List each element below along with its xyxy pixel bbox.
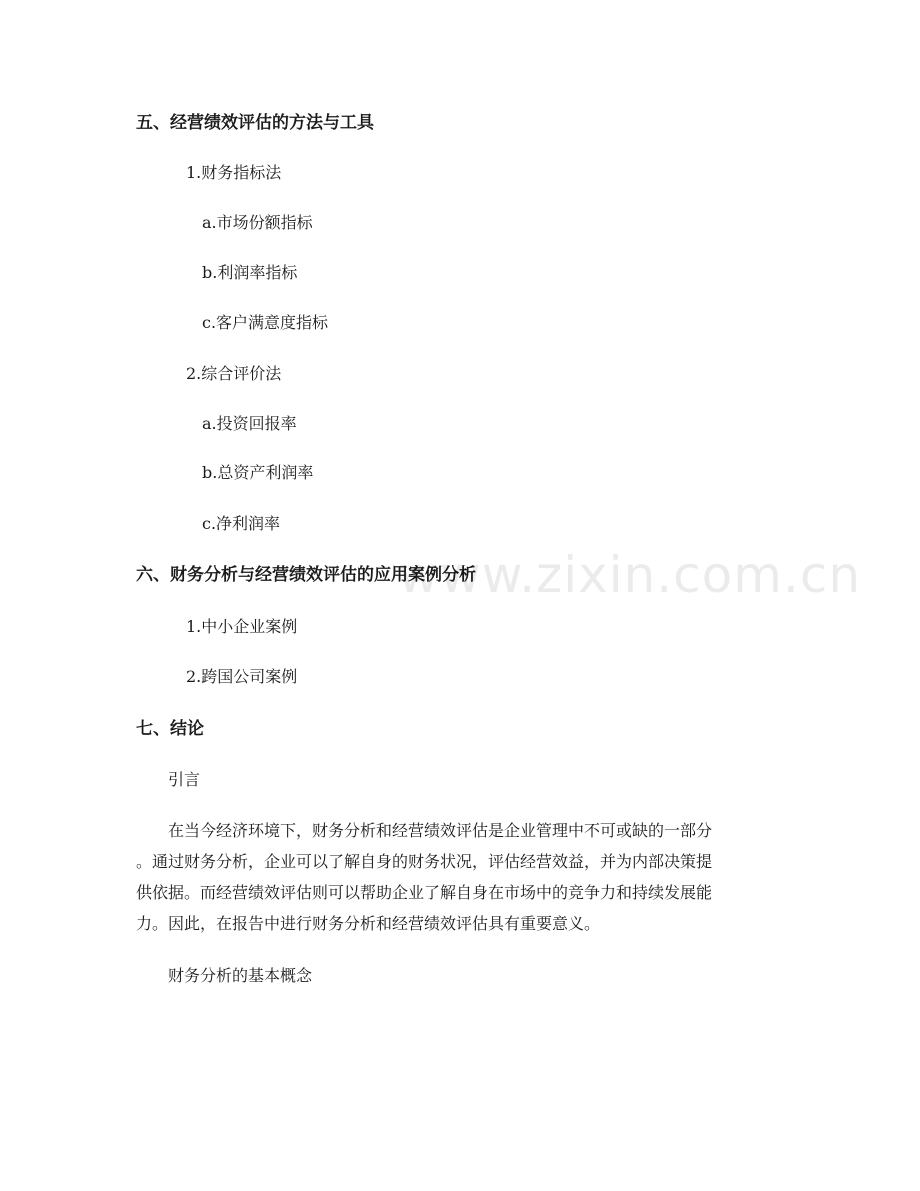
list-item: 2.综合评价法 xyxy=(186,364,282,383)
sub-list-item: b.利润率指标 xyxy=(202,263,298,282)
list-item: 1.中小企业案例 xyxy=(186,617,298,636)
paragraph-line: 。通过财务分析，企业可以了解自身的财务状况，评估经营效益，并为内部决策提 xyxy=(136,852,713,871)
section-heading-5: 五、经营绩效评估的方法与工具 xyxy=(136,113,374,133)
paragraph-line: 在当今经济环境下，财务分析和经营绩效评估是企业管理中不可或缺的一部分 xyxy=(168,821,713,840)
list-item: 1.财务指标法 xyxy=(186,163,282,182)
watermark: www.zixin.com.cn xyxy=(398,546,862,604)
sub-list-item: c.客户满意度指标 xyxy=(202,313,329,332)
sub-list-item: a.市场份额指标 xyxy=(202,213,313,232)
sub-list-item: a.投资回报率 xyxy=(202,414,297,433)
paragraph-label-intro: 引言 xyxy=(168,770,201,789)
section-heading-6: 六、财务分析与经营绩效评估的应用案例分析 xyxy=(136,565,476,585)
sub-list-item: c.净利润率 xyxy=(202,514,281,533)
paragraph-label-concept: 财务分析的基本概念 xyxy=(168,966,313,985)
section-heading-7: 七、结论 xyxy=(136,719,204,739)
paragraph-line: 供依据。而经营绩效评估则可以帮助企业了解自身在市场中的竞争力和持续发展能 xyxy=(136,883,713,902)
list-item: 2.跨国公司案例 xyxy=(186,667,298,686)
sub-list-item: b.总资产利润率 xyxy=(202,463,314,482)
paragraph-line: 力。因此，在报告中进行财务分析和经营绩效评估具有重要意义。 xyxy=(136,914,601,933)
